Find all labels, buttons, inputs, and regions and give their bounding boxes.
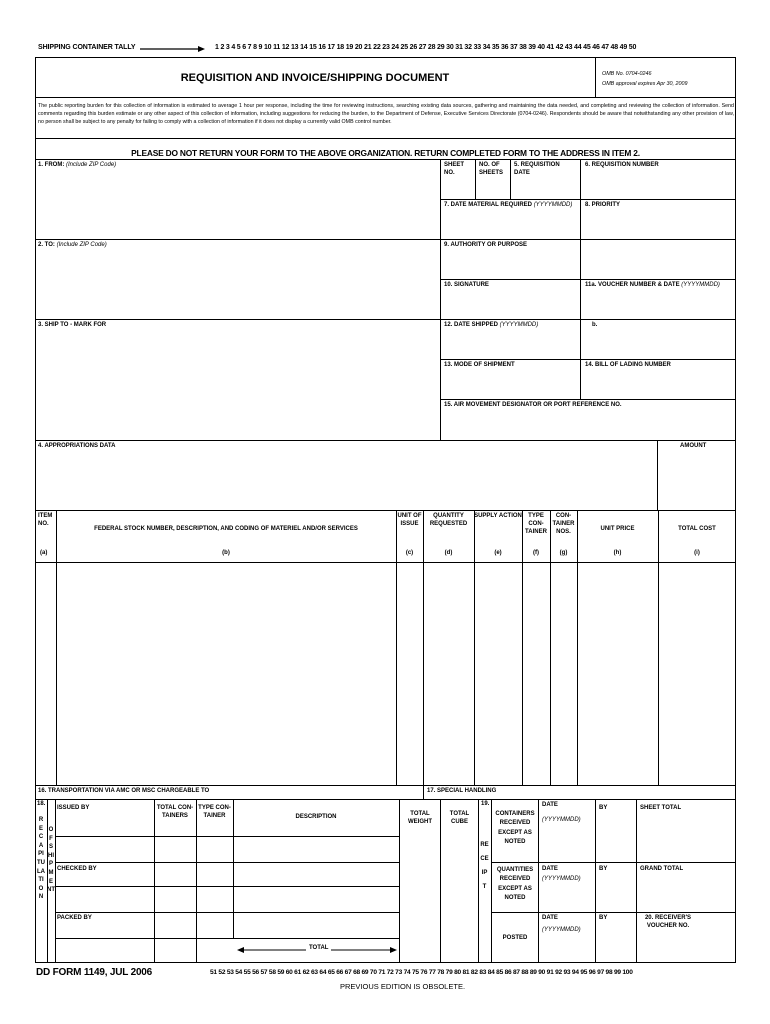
col-unit-price: UNIT PRICE bbox=[600, 526, 635, 532]
grand-total-label: GRAND TOTAL bbox=[640, 866, 684, 872]
col-letter-i: (i) bbox=[694, 550, 700, 556]
authority-label: 9. AUTHORITY OR PURPOSE bbox=[444, 242, 528, 248]
receipt-number: 19. bbox=[481, 801, 490, 807]
col-letter-c: (c) bbox=[405, 550, 414, 556]
total-weight-label: TOTAL WEIGHT bbox=[408, 811, 432, 825]
col-letter-f: (f) bbox=[533, 550, 539, 556]
col-letter-a: (a) bbox=[40, 550, 48, 556]
voucher-label: 11a. VOUCHER NUMBER & DATE (YYYYMMDD) bbox=[585, 282, 720, 288]
requisition-number-label: 6. REQUISITION NUMBER bbox=[585, 162, 659, 168]
posted-label: POSTED bbox=[502, 935, 528, 941]
of-shipment-vertical: OF SHIPMENT bbox=[47, 827, 55, 894]
date-label-2: DATE bbox=[542, 866, 558, 872]
by-label-2: BY bbox=[599, 866, 608, 872]
sheet-no-label: SHEET NO. bbox=[444, 162, 465, 176]
items-table-body[interactable] bbox=[36, 563, 735, 784]
col-letter-b: (b) bbox=[222, 550, 230, 556]
date-required-label: 7. DATE MATERIAL REQUIRED (YYYYMMDD) bbox=[444, 202, 573, 208]
transport-label: 16. TRANSPORTATION VIA AMC OR MSC CHARGEABLE TO bbox=[38, 788, 210, 794]
ship-to-field[interactable] bbox=[36, 330, 439, 438]
form-id: DD FORM 1149, JUL 2006 bbox=[36, 967, 153, 978]
receipt-vertical: RECEIPT bbox=[480, 842, 489, 890]
receivers-voucher-label: 20. RECEIVER'S VOUCHER NO. bbox=[644, 915, 692, 929]
omb-number: OMB No. 0704-0246 bbox=[602, 71, 652, 77]
amount-label: AMOUNT bbox=[680, 443, 707, 449]
col-item-no: ITEM NO. bbox=[38, 513, 53, 527]
from-label: 1. FROM: (Include ZIP Code) bbox=[38, 162, 117, 168]
recap-number: 18. bbox=[37, 801, 46, 807]
checked-by-label: CHECKED BY bbox=[57, 866, 97, 872]
col-description: FEDERAL STOCK NUMBER, DESCRIPTION, AND CODING OF MATERIEL AND/OR SERVICES bbox=[94, 526, 358, 532]
tally-numbers-top: 1 2 3 4 5 6 7 8 9 10 11 12 13 14 15 16 17 18 19 20 21 22 23 24 25 26 27 28 29 30 31 32 33 34 35 36 37 38 39 40 41 42 43 44 45 46 47 48 49 50 bbox=[215, 44, 637, 51]
col-letter-h: (h) bbox=[613, 550, 622, 556]
packed-by-label: PACKED BY bbox=[57, 915, 92, 921]
col-unit: UNIT OF ISSUE bbox=[397, 513, 422, 527]
col-container-nos: CON- TAINER NOS. bbox=[552, 513, 575, 535]
sheet-total-label: SHEET TOTAL bbox=[640, 805, 682, 811]
col-letter-e: (e) bbox=[494, 550, 502, 556]
by-label-1: BY bbox=[599, 805, 608, 811]
date-hint-3: (YYYYMMDD) bbox=[542, 927, 581, 933]
col-supply: SUPPLY ACTION bbox=[474, 513, 522, 519]
requisition-date-label: 5. REQUISITION DATE bbox=[514, 162, 560, 176]
no-of-sheets-label: NO. OF SHEETS bbox=[479, 162, 504, 176]
voucher-b-label: b. bbox=[592, 322, 598, 328]
col-total-cost: TOTAL COST bbox=[678, 526, 716, 532]
previous-edition-note: PREVIOUS EDITION IS OBSOLETE. bbox=[340, 982, 466, 991]
appropriations-label: 4. APPROPRIATIONS DATA bbox=[38, 443, 116, 449]
form-title: REQUISITION AND INVOICE/SHIPPING DOCUMENT bbox=[180, 72, 450, 84]
date-hint-2: (YYYYMMDD) bbox=[542, 876, 581, 882]
tally-numbers-bottom: 51 52 53 54 55 56 57 58 59 60 61 62 63 64 65 66 67 68 69 70 71 72 73 74 75 76 77 78 79 80 81 82 83 84 85 86 87 88 89 90 91 92 93 94 95 96 97 98 99 100 bbox=[210, 969, 633, 976]
mode-label: 13. MODE OF SHIPMENT bbox=[444, 362, 515, 368]
omb-expiry: OMB approval expires Apr 30, 2009 bbox=[602, 81, 688, 87]
date-hint-1: (YYYYMMDD) bbox=[542, 817, 581, 823]
to-field[interactable] bbox=[36, 250, 439, 318]
date-shipped-label: 12. DATE SHIPPED (YYYYMMDD) bbox=[444, 322, 539, 328]
to-label: 2. TO: (Include ZIP Code) bbox=[38, 242, 107, 248]
tally-label: SHIPPING CONTAINER TALLY bbox=[38, 44, 136, 51]
date-label-1: DATE bbox=[542, 802, 558, 808]
col-letter-g: (g) bbox=[559, 550, 568, 556]
description-label: DESCRIPTION bbox=[295, 814, 337, 820]
return-notice: PLEASE DO NOT RETURN YOUR FORM TO THE ABOVE ORGANIZATION. RETURN COMPLETED FORM TO THE ADDRESS IN ITEM 2. bbox=[131, 148, 640, 158]
ship-to-label: 3. SHIP TO - MARK FOR bbox=[38, 322, 107, 328]
recapitulation-vertical: RECAPITULATION bbox=[37, 817, 45, 901]
from-field[interactable] bbox=[36, 170, 439, 238]
total-containers-label: TOTAL CON- TAINERS bbox=[156, 805, 194, 819]
priority-label: 8. PRIORITY bbox=[585, 202, 621, 208]
col-quantity: QUANTITY REQUESTED bbox=[429, 513, 468, 527]
tally-arrow bbox=[140, 45, 206, 53]
issued-by-label: ISSUED BY bbox=[57, 805, 90, 811]
signature-label: 10. SIGNATURE bbox=[444, 282, 489, 288]
containers-received-label: CONTAINERS RECEIVED EXCEPT AS NOTED bbox=[495, 811, 535, 845]
date-label-3: DATE bbox=[542, 915, 558, 921]
total-label: TOTAL bbox=[306, 945, 331, 953]
special-handling-label: 17. SPECIAL HANDLING bbox=[427, 788, 497, 794]
type-container-label: TYPE CON- TAINER bbox=[198, 805, 231, 819]
col-letter-d: (d) bbox=[444, 550, 453, 556]
col-type-container: TYPE CON- TAINER bbox=[525, 513, 547, 535]
by-label-3: BY bbox=[599, 915, 608, 921]
quantities-received-label: QUANTITIES RECEIVED EXCEPT AS NOTED bbox=[496, 867, 534, 901]
bill-of-lading-label: 14. BILL OF LADING NUMBER bbox=[585, 362, 671, 368]
burden-statement: The public reporting burden for this collection of information is estimated to average 1 hour per response, including the time for reviewing instructions, searching existing data sources, gathering and maintaining the data needed, and completing and reviewing the collection of information. Send comments regarding this burden estimate or any other aspect of this collection of information, including suggestions for reducing the burden, to the Department of Defense, Executive Services Directorate (0704-0246). Respondents should be aware that notwithstanding any other provision of law, no person shall be subject to any penalty for failing to comply with a collection of information if it does not display a currently valid OMB control number. bbox=[38, 103, 734, 126]
total-cube-label: TOTAL CUBE bbox=[449, 811, 470, 825]
air-movement-label: 15. AIR MOVEMENT DESIGNATOR OR PORT REFERENCE NO. bbox=[444, 402, 622, 408]
